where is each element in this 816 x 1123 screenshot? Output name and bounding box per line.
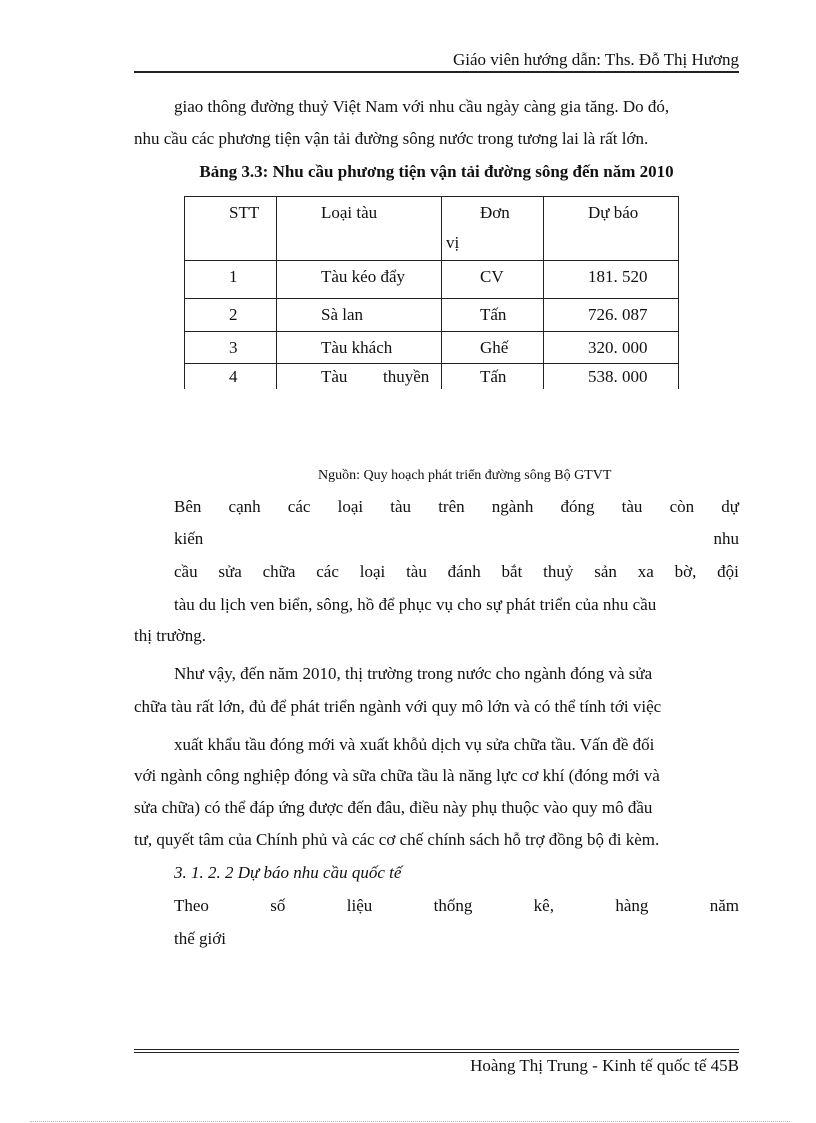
table-source: Nguồn: Quy hoạch phát triển đường sông Bộ GTVT	[318, 468, 612, 483]
word: bắt	[501, 562, 523, 581]
table-row	[185, 364, 679, 390]
page-footer: Hoàng Thị Trung - Kinh tế quốc tế 45B	[470, 1056, 739, 1075]
paragraph-3-line-5: sửa chữa) có thể đáp ứng được đến đâu, điều này phụ thuộc vào quy mô đầu	[134, 798, 653, 817]
word: cầu	[174, 562, 198, 581]
row-ship-type-part-1: Tàu	[321, 367, 348, 386]
word: trên	[438, 497, 465, 516]
row-forecast: 181. 520	[588, 267, 648, 286]
paragraph-4-line-2: thế giới	[174, 929, 226, 948]
word: các	[316, 562, 339, 581]
word: tàu	[406, 562, 427, 581]
paragraph-3-line-3: xuất khẩu tầu đóng mới và xuất khỗủ dịch vụ sửa chữa tầu. Vấn đề đối	[174, 735, 655, 754]
row-unit: Tấn	[480, 305, 507, 324]
paragraph-2-line-4: tàu du lịch ven biển, sông, hồ để phục vụ cho sự phát triển của nhu cầu	[174, 595, 657, 614]
word: tàu	[390, 497, 412, 516]
page-edge-divider	[30, 1121, 790, 1122]
word: loại	[337, 497, 364, 516]
table-row	[185, 332, 679, 364]
row-ship-type: Sà lan	[321, 305, 364, 324]
word: tàu	[621, 497, 643, 516]
row-ship-type: Tàu kéo đẩy	[321, 267, 406, 286]
word: sản	[594, 562, 617, 581]
word: liệu	[346, 896, 373, 915]
table-row	[185, 261, 679, 299]
word: thống	[433, 896, 473, 915]
paragraph-2-line-3	[174, 562, 739, 582]
row-stt: 2	[229, 305, 238, 324]
paragraph-4-line-1	[174, 896, 739, 916]
word: đánh	[447, 562, 481, 581]
header-ship-type: Loại tàu	[321, 203, 378, 222]
word: số	[270, 896, 286, 915]
row-stt: 4	[229, 367, 238, 386]
word: ngành	[491, 497, 534, 516]
paragraph-3-line-6: tư, quyết tâm của Chính phủ và các cơ chế chính sách hỗ trợ đồng bộ đi kèm.	[134, 830, 660, 849]
row-stt: 1	[229, 267, 238, 286]
paragraph-3-line-2: chữa tàu rất lớn, đủ để phát triển ngành với quy mô lớn và có thể tính tới việc	[134, 697, 662, 716]
word: xa	[637, 562, 654, 581]
word: Bên	[174, 497, 202, 516]
word: nhu	[713, 529, 739, 548]
word: loại	[359, 562, 386, 581]
row-forecast: 726. 087	[588, 305, 648, 324]
paragraph-2-line-1	[174, 497, 739, 517]
header-rule	[134, 71, 739, 73]
word: bờ,	[674, 562, 697, 581]
row-forecast: 320. 000	[588, 338, 648, 357]
word: kê,	[533, 896, 554, 915]
word: cạnh	[228, 497, 261, 516]
word: đội	[717, 562, 739, 581]
paragraph-2-line-2	[174, 529, 739, 549]
word: hàng	[615, 896, 649, 915]
row-unit: Ghế	[480, 338, 509, 357]
header-unit-line-2: vị	[446, 233, 460, 252]
paragraph-1-line-2: nhu cầu các phương tiện vận tải đường sông nước trong tương lai là rất lớn.	[134, 129, 649, 148]
table-row	[185, 299, 679, 332]
paragraph-3-line-4: với ngành công nghiệp đóng và sữa chữa tầu là năng lực cơ khí (đóng mới và	[134, 766, 660, 785]
row-ship-type-part-2: thuyền	[383, 367, 430, 386]
page-header: Giáo viên hướng dẫn: Ths. Đỗ Thị Hương	[452, 50, 739, 69]
row-ship-type: Tàu khách	[321, 338, 393, 357]
word: năm	[709, 896, 739, 915]
row-stt: 3	[229, 338, 238, 357]
paragraph-2-line-5: thị trường.	[134, 626, 207, 645]
word: Theo	[174, 896, 209, 915]
forecast-table	[184, 196, 679, 389]
word: các	[287, 497, 311, 516]
table-header-row	[185, 197, 679, 261]
section-heading: 3. 1. 2. 2 Dự báo nhu cầu quốc tế	[174, 863, 402, 882]
table-caption: Bảng 3.3: Nhu cầu phương tiện vận tải đường sông đến năm 2010	[199, 162, 674, 181]
word: thuỷ	[543, 562, 574, 581]
header-stt: STT	[229, 203, 260, 222]
footer-rule	[134, 1052, 739, 1053]
row-unit: CV	[480, 267, 504, 286]
header-unit-line-1: Đơn	[480, 203, 510, 222]
word: sửa	[218, 562, 242, 581]
paragraph-1-line-1: giao thông đường thuỷ Việt Nam với nhu cầu ngày càng gia tăng. Do đó,	[174, 97, 670, 116]
row-forecast: 538. 000	[588, 367, 648, 386]
word: còn	[669, 497, 695, 516]
row-unit: Tấn	[480, 367, 507, 386]
word: chữa	[262, 562, 296, 581]
footer-rule	[134, 1049, 739, 1050]
paragraph-3-line-1: Như vậy, đến năm 2010, thị trường trong nước cho ngành đóng và sửa	[174, 664, 653, 683]
word: đóng	[560, 497, 595, 516]
header-forecast: Dự báo	[588, 203, 639, 222]
word: dự	[721, 497, 739, 516]
word: kiến	[174, 529, 204, 548]
